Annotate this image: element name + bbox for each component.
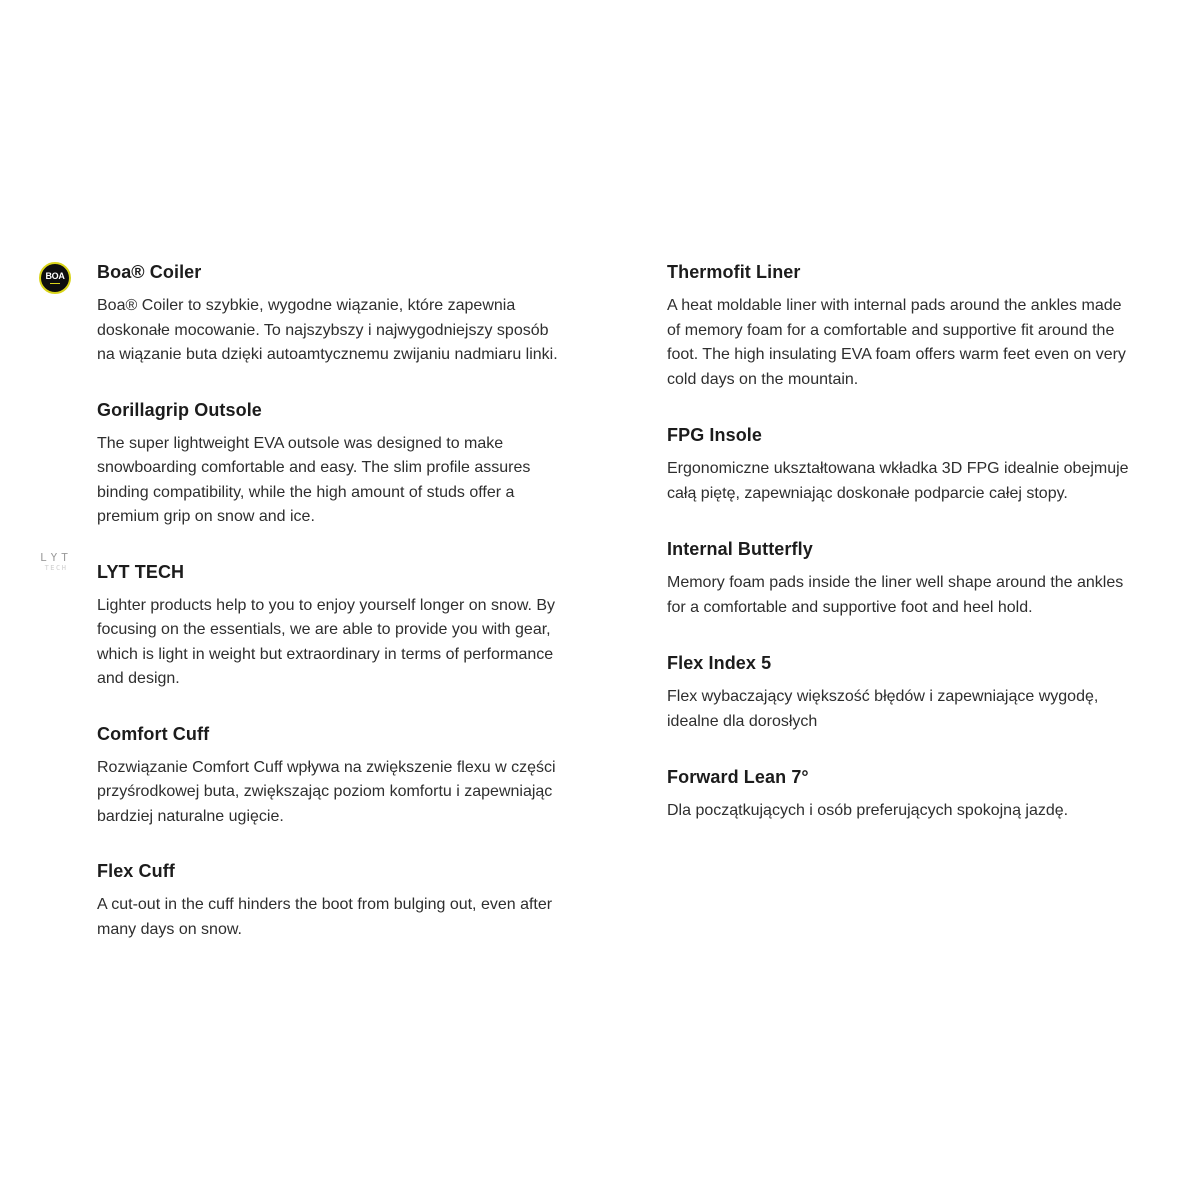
feature-description: Boa® Coiler to szybkie, wygodne wiązanie, które zapewnia doskonałe mocowanie. To najszybszy i najwygodniejszy sposób na wiązanie buta dzięki autoamtycznemu zwijaniu nadmiaru linki. [97, 297, 558, 363]
feature-lyt-tech [40, 550, 567, 692]
feature-description: The super lightweight EVA outsole was designed to make snowboarding comfortable and easy. The slim profile assures binding compatibility, while the high amount of studs offer a premium grip on snow and ice. [97, 434, 531, 525]
feature-gorillagrip-outsole [97, 396, 567, 530]
lyt-tech-logo-icon: LYT TECH [40, 550, 72, 572]
feature-thermofit-liner [667, 258, 1137, 392]
features-left-column [40, 258, 567, 970]
feature-internal-butterfly [667, 535, 1137, 620]
feature-title: Forward Lean 7° [667, 767, 809, 787]
feature-forward-lean [667, 763, 1137, 824]
feature-title: Internal Butterfly [667, 539, 813, 559]
features-right-column [667, 258, 1137, 853]
feature-boa-coiler [45, 258, 567, 368]
boa-logo-text: BOA [45, 270, 65, 281]
feature-description: A cut-out in the cuff hinders the boot from bulging out, even after many days on snow. [97, 896, 553, 938]
feature-description: A heat moldable liner with internal pads around the ankles made of memory foam for a comfortable and supportive fit around the foot. The high insulating EVA foam offers warm feet even on very cold days on the mountain. [667, 297, 1126, 388]
feature-flex-index [667, 649, 1137, 734]
feature-title: Boa® Coiler [97, 262, 202, 282]
feature-comfort-cuff [97, 720, 567, 830]
feature-description: Flex wybaczający większość błędów i zapewniające wygodę, idealne dla dorosłych [667, 688, 1099, 730]
feature-description: Memory foam pads inside the liner well shape around the ankles for a comfortable and supportive foot and heel hold. [667, 574, 1124, 616]
feature-description: Lighter products help to you to enjoy yourself longer on snow. By focusing on the essentials, we are able to provide you with gear, which is light in weight but extraordinary in terms of performance and design. [97, 596, 556, 687]
feature-title: Gorillagrip Outsole [97, 399, 262, 420]
feature-fpg-insole [667, 421, 1137, 506]
feature-title: Flex Cuff [97, 861, 175, 881]
boa-logo-icon [39, 262, 71, 294]
feature-flex-cuff [97, 857, 567, 942]
feature-title: LYT TECH [97, 561, 185, 582]
feature-description: Dla początkujących i osób preferujących spokojną jazdę. [667, 802, 1069, 819]
feature-title: Thermofit Liner [667, 262, 801, 282]
feature-description: Ergonomiczne ukształtowana wkładka 3D FPG idealnie obejmuje całą piętę, zapewniając doskonałe podparcie całej stopy. [667, 460, 1129, 502]
feature-description: Rozwiązanie Comfort Cuff wpływa na zwiększenie flexu w części przyśrodkowej buta, zwiększając poziom komfortu i zapewniając bardziej naturalne ugięcie. [97, 758, 556, 825]
feature-title: Flex Index 5 [667, 653, 772, 673]
feature-title: FPG Insole [667, 425, 763, 445]
feature-title: Comfort Cuff [97, 723, 210, 744]
